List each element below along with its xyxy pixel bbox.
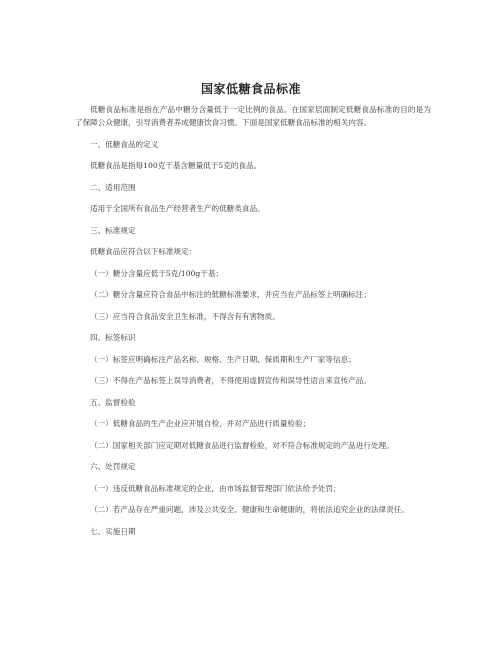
section-heading-rules: 三、标准规定	[90, 225, 136, 235]
section-heading-scope: 二、适用范围	[90, 182, 136, 192]
section-heading-inspection: 五、监督检验	[90, 397, 136, 407]
inspection-item-1: （一）低糖食品的生产企业应开展自检，并对产品进行质量检验；	[90, 419, 311, 428]
rules-item-2: （二）糖分含量应符合食品中标注的低糖标准要求，并应当在产品标签上明确标注；	[90, 290, 371, 299]
section-heading-penalties: 六、处罚规定	[90, 462, 136, 471]
scope-paragraph: 适用于全国所有食品生产经营者生产的低糖类食品。	[90, 204, 265, 213]
rules-item-3: （三）应当符合食品安全卫生标准，不得含有有害物质。	[90, 311, 280, 321]
document-body	[75, 103, 431, 546]
intro-paragraph: 低糖食品标准是指在产品中糖分含量低于一定比例的食品。在国家层面制定低糖食品标准的目的是为了保障公众健康，引导消费者养成健康饮食习惯。下面是国家低糖食品标准的相关内容。	[75, 105, 431, 127]
document-title: 国家低糖食品标准	[200, 82, 301, 96]
section-heading-labeling: 四、标签标识	[90, 333, 136, 342]
inspection-item-2: （二）国家相关部门应定期对低糖食品进行监督检验，对不符合标准规定的产品进行处理。	[90, 440, 394, 450]
labeling-item-3: （三）不得在产品标签上误导消费者，不得使用虚假宣传和误导性语言来宣传产品。	[90, 376, 371, 385]
penalties-item-2: （二）若产品存在严重问题，涉及公共安全、健康和生命健康的，将依法追究企业的法律责任。	[90, 505, 409, 514]
section-heading-definition: 一、低糖食品的定义	[90, 139, 159, 149]
penalties-item-1: （一）违反低糖食品标准规定的企业，由市场监督管理部门依法给予处罚；	[90, 483, 341, 493]
section-heading-effective-date: 七、实施日期	[90, 526, 136, 536]
rules-intro-paragraph: 低糖食品应符合以下标准规定：	[90, 247, 197, 256]
rules-item-1: （一）糖分含量应低于5克/100g干基；	[90, 268, 224, 278]
labeling-item-1: （一）标签应明确标注产品名称、规格、生产日期、保质期和生产厂家等信息；	[90, 354, 356, 364]
definition-paragraph: 低糖食品是指每100克干基含糖量低于5克的食品。	[90, 161, 262, 170]
